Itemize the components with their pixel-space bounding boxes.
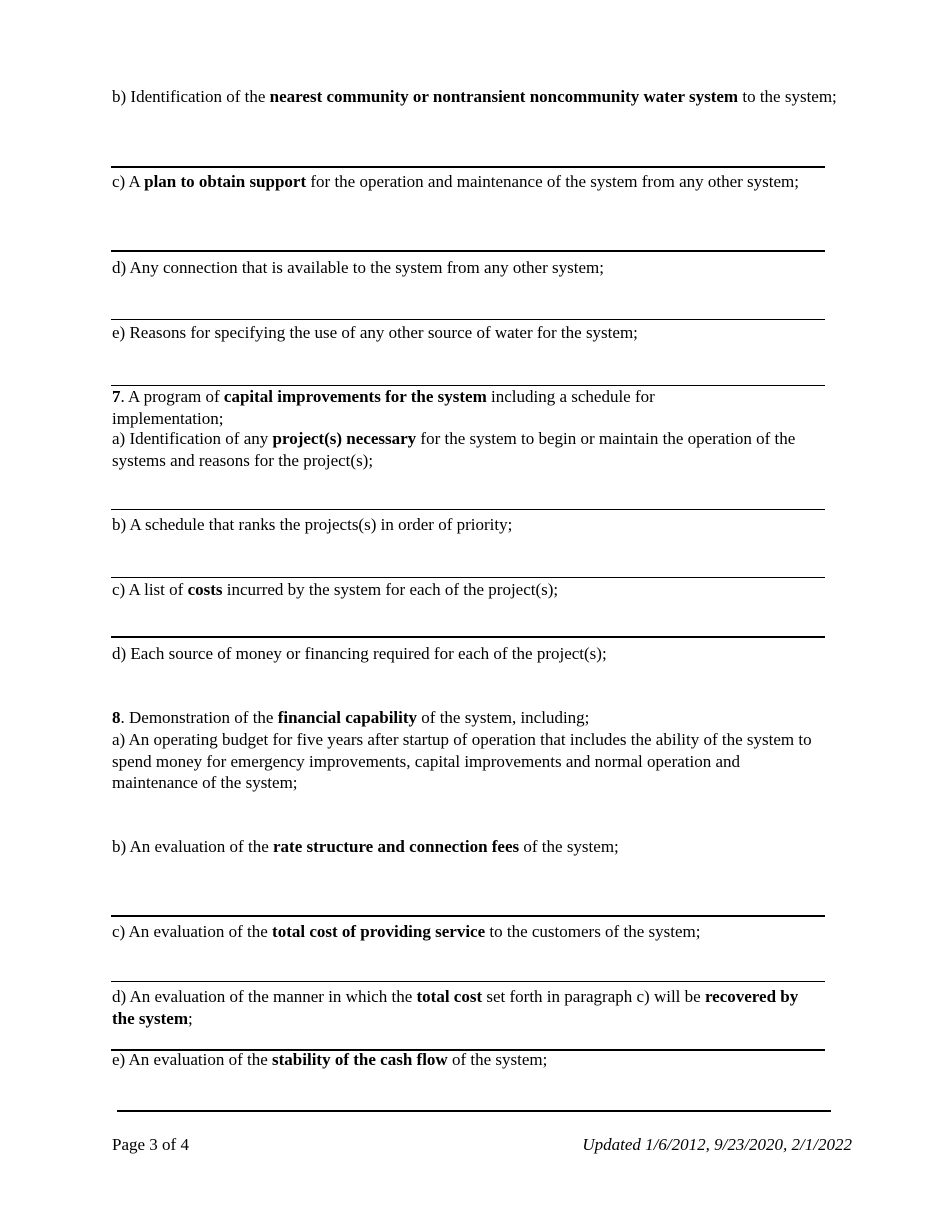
section-7-heading: 7. A program of capital improvements for the system including a schedule for implementation; (112, 387, 655, 428)
answer-line (111, 636, 825, 638)
item-7c: c) A list of costs incurred by the system for each of the project(s); (112, 580, 559, 599)
section-8-heading: 8. Demonstration of the financial capability of the system, including; (112, 708, 590, 727)
answer-line (111, 319, 825, 320)
answer-line (111, 166, 825, 168)
page-number: Page 3 of 4 (112, 1135, 189, 1154)
item-8a: a) An operating budget for five years after startup of operation that includes the ability of the system to spend money for emergency improvements, capital improvements and normal operation and maintenance of the system; (112, 730, 812, 792)
item-6e: e) Reasons for specifying the use of any other source of water for the system; (112, 323, 638, 342)
answer-line (111, 250, 825, 252)
footer-rule (117, 1110, 831, 1112)
item-7a: a) Identification of any project(s) necessary for the system to begin or maintain the operation of the systems and reasons for the project(s); (112, 429, 796, 470)
answer-line (111, 509, 825, 510)
answer-line (111, 981, 825, 982)
item-8c: c) An evaluation of the total cost of providing service to the customers of the system; (112, 922, 701, 941)
item-7b: b) A schedule that ranks the projects(s) in order of priority; (112, 515, 513, 534)
item-6c: c) A plan to obtain support for the operation and maintenance of the system from any other system; (112, 172, 799, 191)
item-8b: b) An evaluation of the rate structure and connection fees of the system; (112, 837, 619, 856)
item-8d: d) An evaluation of the manner in which the total cost set forth in paragraph c) will be recovered by the system; (112, 987, 799, 1028)
item-6b: b) Identification of the nearest community or nontransient noncommunity water system to the system; (112, 87, 837, 106)
answer-line (111, 577, 825, 578)
item-8e: e) An evaluation of the stability of the cash flow of the system; (112, 1050, 548, 1069)
item-7d: d) Each source of money or financing required for each of the project(s); (112, 644, 607, 663)
revision-dates: Updated 1/6/2012, 9/23/2020, 2/1/2022 (582, 1135, 852, 1154)
answer-line (111, 915, 825, 917)
item-6d: d) Any connection that is available to the system from any other system; (112, 258, 604, 277)
